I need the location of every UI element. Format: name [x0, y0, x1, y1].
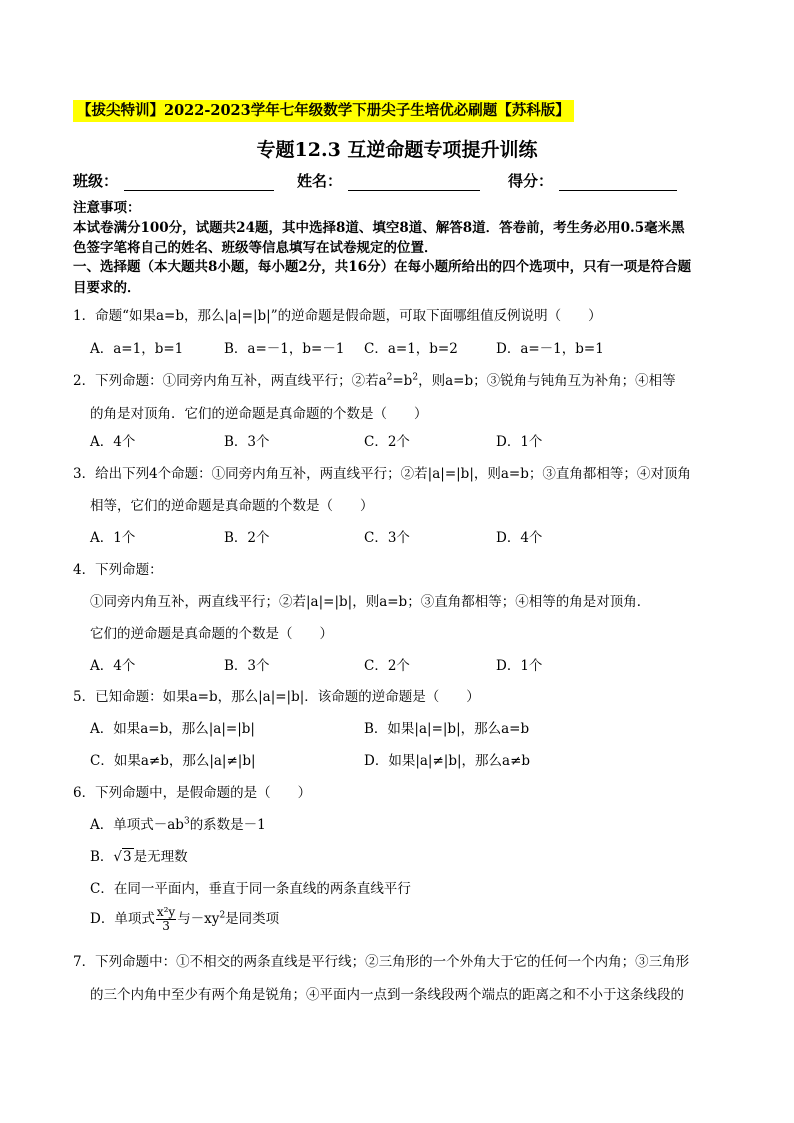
q6-b-radicand: 3 [123, 849, 132, 865]
q4-option-a[interactable]: A．4个 [90, 658, 136, 674]
q6-b-text: B． [90, 849, 114, 865]
question-7-line-1: 7．下列命题中：①不相交的两条直线是平行线；②三角形的一个外角大于它的任何一个内角；③三角形 [73, 954, 690, 970]
q6-d-exp: 2 [219, 910, 226, 921]
score-field[interactable] [508, 170, 677, 191]
question-4-options [90, 654, 730, 674]
q2-stem-part: 2．下列命题：①同旁内角互补，两直线平行；②若a [73, 373, 387, 389]
question-3-options [90, 526, 730, 546]
q2-stem-part: =b [392, 373, 413, 389]
q1-option-a[interactable]: A．a=1，b=1 [90, 341, 184, 357]
q3-option-b[interactable]: B．2个 [224, 530, 270, 546]
student-info-row [73, 170, 733, 192]
q4-option-b[interactable]: B．3个 [224, 658, 270, 674]
q6-d-text: 与－xy [177, 911, 220, 927]
page-title: 专题12.3 互逆命题专项提升训练 [256, 139, 538, 161]
q2-option-c[interactable]: C．2个 [364, 434, 410, 450]
question-1-options [90, 337, 730, 357]
q6-d-text: D．单项式 [90, 911, 155, 927]
notice-line-1: 本试卷满分100分，试题共24题，其中选择8道、填空8道、解答8道．答卷前，考生务必用0.5毫米黑 [73, 220, 685, 236]
question-2-stem [73, 369, 676, 389]
q5-option-b[interactable]: B．如果|a|=|b|，那么a=b [364, 721, 530, 737]
q1-option-c[interactable]: C．a=1，b=2 [364, 341, 458, 357]
score-blank[interactable] [559, 174, 677, 191]
q6-a-text: 的系数是－1 [189, 817, 266, 833]
notice-heading: 注意事项： [73, 200, 141, 216]
question-4-line-3: 它们的逆命题是真命题的个数是（ ） [90, 626, 333, 642]
question-5-options-row-1 [90, 717, 730, 737]
q2-option-a[interactable]: A．4个 [90, 434, 136, 450]
q1-option-d[interactable]: D．a=－1，b=1 [496, 341, 604, 357]
question-3-stem: 3．给出下列4个命题：①同旁内角互补，两直线平行；②若|a|=|b|，则a=b；③直角都相等；④对顶角 [73, 466, 691, 482]
q5-option-c[interactable]: C．如果a≠b，那么|a|≠|b| [90, 753, 256, 769]
q4-option-d[interactable]: D．1个 [496, 658, 543, 674]
section-heading-1: 一、选择题（本大题共8小题，每小题2分，共16分）在每小题所给出的四个选项中，只有一项是符合题 [73, 259, 692, 275]
fraction-denominator: 3 [162, 919, 170, 933]
class-blank[interactable] [124, 174, 274, 191]
name-label: 姓名： [297, 172, 343, 190]
q6-d-text: 是同类项 [225, 911, 280, 927]
q4-option-c[interactable]: C．2个 [364, 658, 410, 674]
score-label: 得分： [508, 172, 554, 190]
q3-option-c[interactable]: C．3个 [364, 530, 410, 546]
question-1-stem: 1．命题“如果a=b，那么|a|=|b|”的逆命题是假命题，可取下面哪组值反例说明（ ） [73, 308, 602, 324]
series-banner: 【拔尖特训】2022-2023学年七年级数学下册尖子生培优必刷题【苏科版】 [73, 100, 574, 122]
q2-exp: 2 [386, 372, 393, 383]
q1-option-b[interactable]: B．a=－1，b=－1 [224, 341, 345, 357]
question-5-options-row-2 [90, 749, 730, 769]
question-3-line-2: 相等，它们的逆命题是真命题的个数是（ ） [90, 498, 374, 514]
q6-option-b[interactable] [90, 845, 188, 865]
q6-a-text: A．单项式－ab [90, 817, 184, 833]
q6-a-exp: 3 [183, 816, 190, 827]
question-4-line-2: ①同旁内角互补，两直线平行；②若|a|=|b|，则a=b；③直角都相等；④相等的角是对顶角． [90, 594, 651, 610]
q2-option-b[interactable]: B．3个 [224, 434, 270, 450]
q6-b-text: 是无理数 [133, 849, 188, 865]
q2-exp: 2 [412, 372, 419, 383]
notice-line-2: 色签字笔将自己的姓名、班级等信息填写在试卷规定的位置． [73, 240, 438, 256]
q3-option-d[interactable]: D．4个 [496, 530, 543, 546]
q6-option-c[interactable]: C．在同一平面内，垂直于同一条直线的两条直线平行 [90, 881, 411, 897]
q6-option-d[interactable] [90, 906, 279, 933]
name-field[interactable] [297, 170, 480, 191]
name-blank[interactable] [348, 174, 480, 191]
fraction-numerator: x²y [156, 905, 176, 919]
question-6-stem: 6．下列命题中，是假命题的是（ ） [73, 785, 312, 801]
q3-option-a[interactable]: A．1个 [90, 530, 136, 546]
q6-option-a[interactable] [90, 813, 266, 833]
sqrt-sign: √ [113, 849, 123, 865]
class-field[interactable] [73, 170, 274, 191]
question-2-options [90, 430, 730, 450]
class-label: 班级： [73, 172, 119, 190]
q2-option-d[interactable]: D．1个 [496, 434, 543, 450]
question-2-line-2: 的角是对顶角．它们的逆命题是真命题的个数是（ ） [90, 406, 428, 422]
q5-option-a[interactable]: A．如果a=b，那么|a|=|b| [90, 721, 255, 737]
question-4-stem: 4．下列命题： [73, 562, 163, 578]
q6-d-fraction [156, 906, 176, 933]
section-heading-2: 目要求的． [73, 280, 141, 296]
q2-stem-part: ，则a=b；③锐角与钝角互为补角；④相等 [418, 373, 676, 389]
question-7-line-2: 的三个内角中至少有两个角是锐角；④平面内一点到一条线段两个端点的距离之和不小于这条线段的 [90, 987, 684, 1003]
q5-option-d[interactable]: D．如果|a|≠|b|，那么a≠b [364, 753, 531, 769]
question-5-stem: 5．已知命题：如果a=b，那么|a|=|b|．该命题的逆命题是（ ） [73, 689, 480, 705]
